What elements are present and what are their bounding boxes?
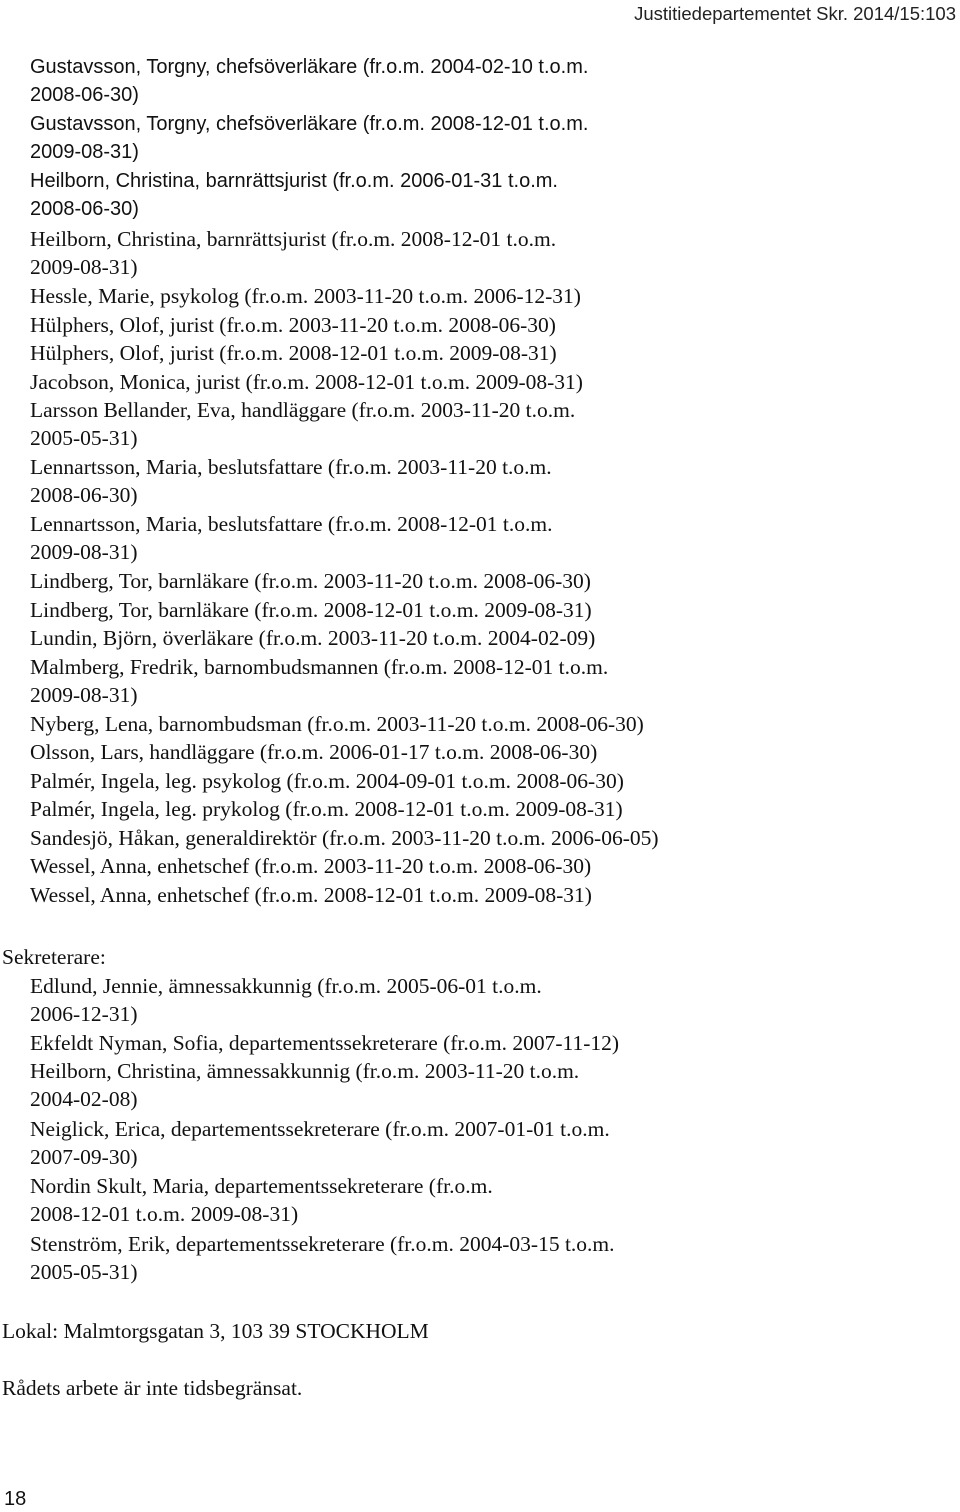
header-department: Justitiedepartementet: [634, 3, 811, 24]
list-item: Hessle, Marie, psykolog (fr.o.m. 2003-11-20 t.o.m. 2006-12-31): [30, 284, 581, 308]
list-item: Lundin, Björn, överläkare (fr.o.m. 2003-11-20 t.o.m. 2004-02-09): [30, 626, 596, 650]
list-item: Heilborn, Christina, barnrättsjurist (fr.o.m. 2008-12-01 t.o.m. 2009-08-31): [30, 227, 557, 280]
list-item: Lindberg, Tor, barnläkare (fr.o.m. 2008-12-01 t.o.m. 2009-08-31): [30, 598, 592, 622]
list-item: Hülphers, Olof, jurist (fr.o.m. 2003-11-20 t.o.m. 2008-06-30): [30, 313, 556, 337]
list-item: Jacobson, Monica, jurist (fr.o.m. 2008-12-01 t.o.m. 2009-08-31): [30, 370, 583, 394]
list-item: Wessel, Anna, enhetschef (fr.o.m. 2008-12-01 t.o.m. 2009-08-31): [30, 883, 592, 907]
list-item: Heilborn, Christina, ämnessakkunnig (fr.o.m. 2003-11-20 t.o.m. 2004-02-08): [30, 1059, 580, 1112]
list-item: Lindberg, Tor, barnläkare (fr.o.m. 2003-11-20 t.o.m. 2008-06-30): [30, 569, 591, 593]
list-item: Hülphers, Olof, jurist (fr.o.m. 2008-12-01 t.o.m. 2009-08-31): [30, 341, 557, 365]
list-item: Malmberg, Fredrik, barnombudsmannen (fr.o.m. 2008-12-01 t.o.m. 2009-08-31): [30, 655, 609, 708]
page-number: 18: [4, 1488, 27, 1510]
list-item: Gustavsson, Torgny, chefsöverläkare (fr.o.m. 2004-02-10 t.o.m. 2008-06-30): [30, 56, 589, 107]
list-item: Sandesjö, Håkan, generaldirektör (fr.o.m. 2003-11-20 t.o.m. 2006-06-05): [30, 826, 659, 850]
list-item: Gustavsson, Torgny, chefsöverläkare (fr.o.m. 2008-12-01 t.o.m. 2009-08-31): [30, 113, 589, 164]
list-item: Nordin Skult, Maria, departementssekreterare (fr.o.m. 2008-12-01 t.o.m. 2009-08-31): [30, 1174, 493, 1227]
list-item: Neiglick, Erica, departementssekreterare (fr.o.m. 2007-01-01 t.o.m. 2007-09-30): [30, 1117, 610, 1170]
duration-text: Rådets arbete är inte tidsbegränsat.: [2, 1376, 303, 1400]
list-item: Edlund, Jennie, ämnessakkunnig (fr.o.m. 2005-06-01 t.o.m. 2006-12-31): [30, 974, 542, 1027]
header-reference: Skr. 2014/15:103: [816, 3, 956, 24]
list-item: Ekfeldt Nyman, Sofia, departementssekreterare (fr.o.m. 2007-11-12): [30, 1031, 620, 1055]
list-item: Palmér, Ingela, leg. psykolog (fr.o.m. 2004-09-01 t.o.m. 2008-06-30): [30, 769, 624, 793]
list-item: Stenström, Erik, departementssekreterare (fr.o.m. 2004-03-15 t.o.m. 2005-05-31): [30, 1232, 615, 1285]
list-item: Lennartsson, Maria, beslutsfattare (fr.o.m. 2003-11-20 t.o.m. 2008-06-30): [30, 455, 552, 508]
list-item: Lennartsson, Maria, beslutsfattare (fr.o.m. 2008-12-01 t.o.m. 2009-08-31): [30, 512, 553, 565]
location-text: Lokal: Malmtorgsgatan 3, 103 39 STOCKHOLM: [2, 1319, 429, 1343]
list-item: Heilborn, Christina, barnrättsjurist (fr.o.m. 2006-01-31 t.o.m. 2008-06-30): [30, 170, 558, 221]
list-item: Larsson Bellander, Eva, handläggare (fr.o.m. 2003-11-20 t.o.m. 2005-05-31): [30, 398, 576, 451]
list-item: Wessel, Anna, enhetschef (fr.o.m. 2003-11-20 t.o.m. 2008-06-30): [30, 854, 592, 878]
list-item: Nyberg, Lena, barnombudsman (fr.o.m. 2003-11-20 t.o.m. 2008-06-30): [30, 712, 644, 736]
list-item: Olsson, Lars, handläggare (fr.o.m. 2006-01-17 t.o.m. 2008-06-30): [30, 740, 598, 764]
list-item: Palmér, Ingela, leg. prykolog (fr.o.m. 2008-12-01 t.o.m. 2009-08-31): [30, 797, 623, 821]
secretaries-heading: Sekreterare:: [2, 945, 106, 969]
running-header: [634, 3, 956, 25]
